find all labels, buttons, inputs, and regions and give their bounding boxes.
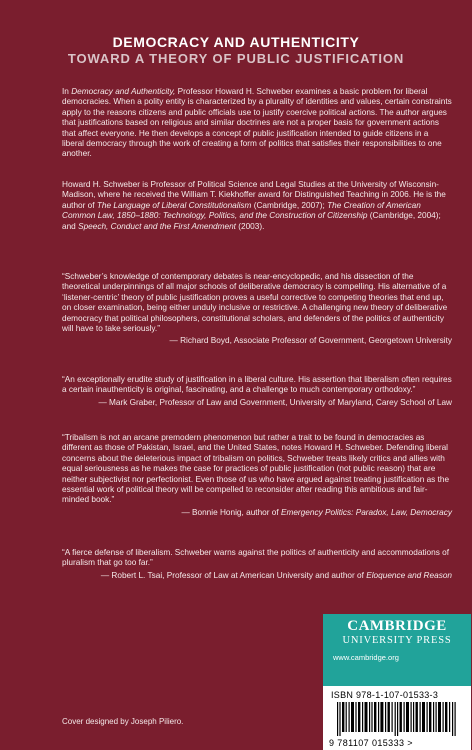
book-description	[62, 87, 452, 160]
author-bio	[62, 180, 452, 232]
review-attribution	[62, 571, 452, 581]
publisher-name: CAMBRIDGE	[347, 618, 447, 634]
barcode-icon	[337, 702, 461, 736]
book-subtitle: TOWARD A THEORY OF PUBLIC JUSTIFICATION	[67, 51, 405, 66]
bio-book-3: Speech, Conduct and the First Amendment	[78, 221, 236, 231]
review-quote: “Tribalism is not an arcane premodern phenomenon but rather a trait to be found in democracies as different as those of Pakistan, Israel, and the United States, notes Howard H. Schweber. Defending liberal concerns about the deleterious impact of tribalism on politics, Schweber treats likely critics and allies with equal seriousness as he makes the case for practices of public justification (not public reason) that are neither subjectivist nor perfectionist. Even those of us who have argued against treating justification as the essential work of political theory will be compelled to reconsider after reading this ambitious and fair-minded book.”	[62, 433, 450, 505]
barcode-panel	[323, 686, 471, 750]
review-quote: “An exceptionally erudite study of justification in a liberal culture. His assertion that liberalism often requires a certain inauthenticity is original, fascinating, and a challenge to much contemporary orthodoxy.”	[62, 375, 452, 395]
attribution-book: Emergency Politics: Paradox, Law, Democracy	[280, 507, 452, 517]
bio-text-3: (Cambridge, 2004); and	[62, 211, 441, 231]
review-quote: “A fierce defense of liberalism. Schweber warns against the politics of authenticity and accommodations of pluralism that go too far.”	[62, 548, 450, 568]
description-text: Professor Howard H. Schweber examines a basic problem for liberal democracies. When a polity entity is characterized by a plurality of identities and values, certain constraints apply to the reasons citizens and public officials use to justify coercive political actions. The author argues that justifications based on religious and similar doctrines are not a proper basis for government actions that affect everyone. He then develops a concept of public justification intended to guide citizens in a liberal democracy through the work of creating a form of politics that satisfies their responsibilities to one another.	[62, 87, 452, 159]
book-title: DEMOCRACY AND AUTHENTICITY	[112, 34, 360, 50]
description-lead: In	[62, 87, 72, 96]
isbn: ISBN 978-1-107-01533-3	[331, 690, 439, 700]
review-attribution	[62, 508, 452, 518]
attribution-book: Eloquence and Reason	[366, 570, 452, 580]
barcode-number: 9 781107 015333 >	[329, 738, 413, 748]
bio-text-2: (Cambridge, 2007);	[251, 200, 328, 210]
publisher-logo	[323, 614, 471, 686]
publisher-url: www.cambridge.org	[333, 653, 399, 662]
review-tsai	[62, 548, 452, 581]
bio-text-4: (2003).	[235, 221, 265, 231]
review-quote: “Schweber’s knowledge of contemporary debates is near-encyclopedic, and his dissection of the theoretical underpinnings of all major schools of deliberative democracy is compelling. His alternative of a ‘listener-centric’ theory of public justification proves a useful corrective to competing theories that end up, on closer examination, being either unduly inclusive or restrictive. A challenging new theory of deliberative democracy that political philosophers, constitutional scholars, and defenders of the politics of authenticity will have to take seriously.”	[62, 272, 448, 334]
review-honig	[62, 433, 452, 518]
attribution-text: — Bonnie Honig, author of	[181, 507, 281, 517]
bio-book-2: The Creation of American Common Law, 1850–1880: Technology, Politics, and the Construction of Citizenship	[62, 200, 421, 221]
attribution-text: — Robert L. Tsai, Professor of Law at American University and author of	[100, 570, 367, 580]
review-attribution: — Richard Boyd, Associate Professor of Government, Georgetown University	[169, 336, 452, 346]
review-attribution: — Mark Graber, Professor of Law and Government, University of Maryland, Carey School of Law	[98, 397, 452, 407]
description-book-title: Democracy and Authenticity,	[71, 87, 176, 96]
bio-book-1: The Language of Liberal Constitutionalism	[96, 200, 252, 210]
bio-text-1: Howard H. Schweber is Professor of Political Science and Legal Studies at the University of Wisconsin-Madison, where he received the William T. Kiekhoffer award for Distinguished Teaching in 2006. He is the author of	[62, 180, 446, 210]
publisher-press: UNIVERSITY PRESS	[342, 635, 452, 646]
cover-credit: Cover designed by Joseph Piliero.	[62, 717, 184, 726]
review-boyd	[62, 272, 452, 347]
review-graber	[62, 375, 452, 408]
